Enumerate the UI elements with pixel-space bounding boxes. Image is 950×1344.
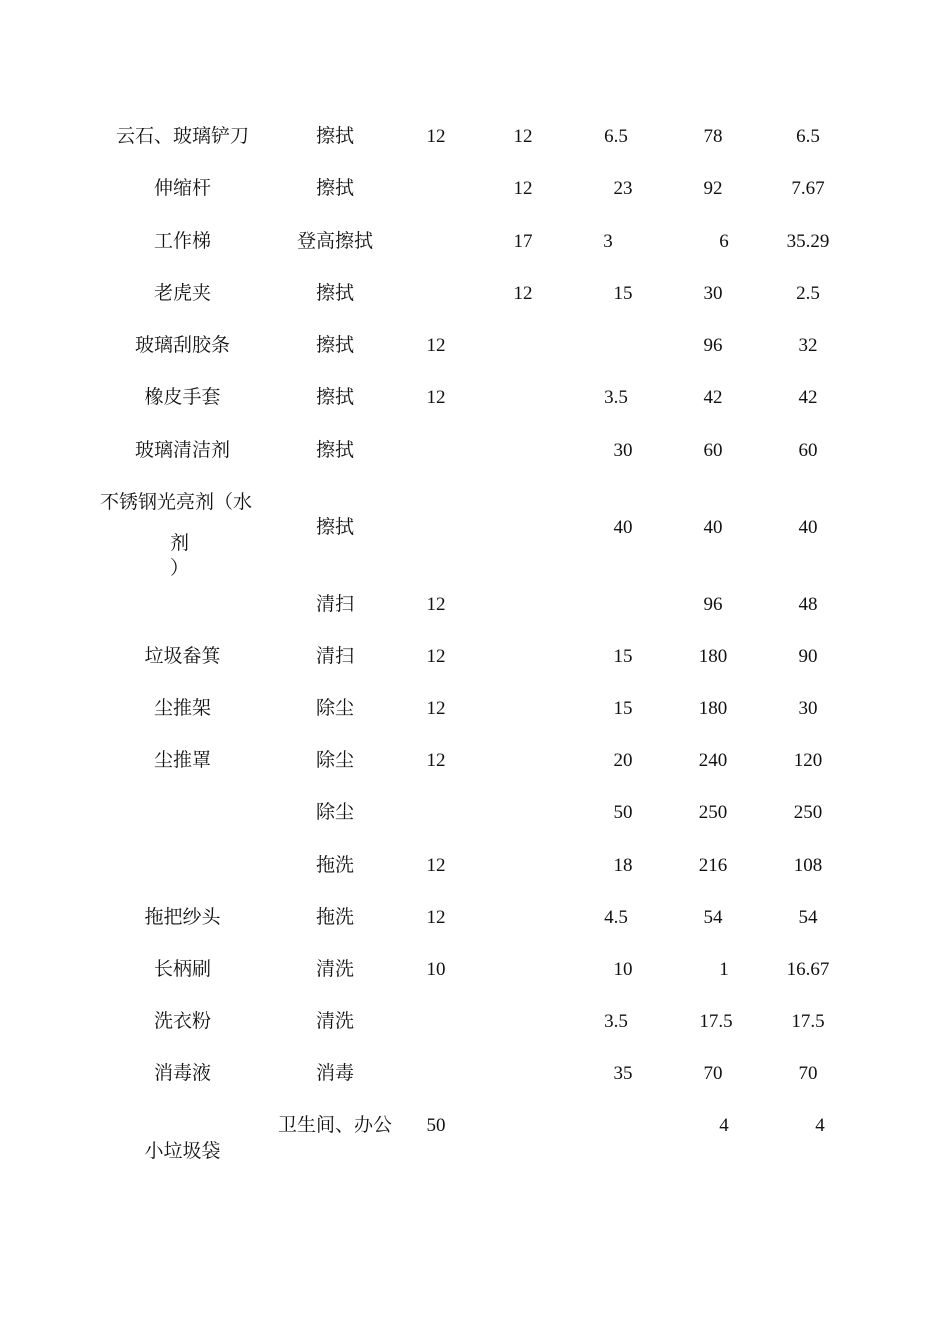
col-4-value: 15	[613, 646, 633, 667]
table-row	[0, 647, 950, 699]
col-3-value: 12	[513, 126, 533, 147]
col-6-value: 35.29	[786, 231, 830, 252]
col-2-value: 12	[426, 387, 446, 408]
item-use: 除尘	[315, 698, 354, 719]
col-6-value: 90	[798, 646, 818, 667]
col-2-value: 12	[426, 335, 446, 356]
col-2-value: 12	[426, 855, 446, 876]
col-4-value: 15	[613, 283, 633, 304]
item-name: 云石、玻璃铲刀	[115, 126, 249, 147]
item-name: 尘推罩	[153, 750, 211, 771]
item-name-line: 剂	[170, 533, 190, 554]
col-3-value: 12	[513, 178, 533, 199]
item-name: 小垃圾袋	[144, 1141, 221, 1162]
table-row	[0, 388, 950, 440]
table-row	[0, 127, 950, 179]
item-name-line: 不锈钢光亮剂（水	[100, 492, 253, 513]
table-row	[0, 595, 950, 647]
col-5-value: 54	[703, 907, 723, 928]
table-row	[0, 856, 950, 908]
item-use: 消毒	[315, 1063, 354, 1084]
item-name: 尘推架	[153, 698, 211, 719]
item-use: 清洗	[315, 1011, 354, 1032]
table-row	[0, 441, 950, 493]
col-6-value: 17.5	[791, 1011, 825, 1032]
item-use: 擦拭	[315, 387, 354, 408]
item-name: 工作梯	[153, 231, 211, 252]
col-2-value: 10	[426, 959, 446, 980]
col-6-value: 108	[793, 855, 823, 876]
col-6-value: 7.67	[791, 178, 825, 199]
item-name: 洗衣粉	[153, 1011, 211, 1032]
col-5-value: 70	[703, 1063, 723, 1084]
item-name: 玻璃清洁剂	[134, 440, 230, 461]
col-4-value: 3.5	[604, 1011, 628, 1032]
col-4-value: 3	[603, 231, 613, 252]
col-5-value: 6	[719, 231, 729, 252]
table-row	[0, 908, 950, 960]
col-5-value: 60	[703, 440, 723, 461]
col-4-value: 20	[613, 750, 633, 771]
col-4-value: 15	[613, 698, 633, 719]
col-6-value: 6.5	[796, 126, 820, 147]
col-5-value: 92	[703, 178, 723, 199]
item-name: 长柄刷	[153, 959, 211, 980]
col-5-value: 180	[698, 698, 728, 719]
col-4-value: 40	[613, 517, 633, 538]
item-use: 擦拭	[315, 440, 354, 461]
col-5-value: 42	[703, 387, 723, 408]
table-row	[0, 960, 950, 1012]
col-6-value: 48	[798, 594, 818, 615]
col-6-value: 16.67	[786, 959, 830, 980]
col-2-value: 12	[426, 646, 446, 667]
col-4-value: 10	[613, 959, 633, 980]
col-4-value: 3.5	[604, 387, 628, 408]
col-5-value: 96	[703, 594, 723, 615]
col-6-value: 40	[798, 517, 818, 538]
col-5-value: 250	[698, 802, 728, 823]
col-6-value: 42	[798, 387, 818, 408]
col-5-value: 40	[703, 517, 723, 538]
col-5-value: 4	[719, 1115, 729, 1136]
col-6-value: 30	[798, 698, 818, 719]
item-use: 清洗	[315, 959, 354, 980]
col-4-value: 23	[613, 178, 633, 199]
col-5-value: 216	[698, 855, 728, 876]
col-5-value: 78	[703, 126, 723, 147]
col-5-value: 96	[703, 335, 723, 356]
item-name	[100, 492, 268, 579]
col-2-value: 12	[426, 750, 446, 771]
col-3-value: 17	[513, 231, 533, 252]
col-4-value: 6.5	[604, 126, 628, 147]
item-name-line: ）	[170, 558, 190, 579]
col-6-value: 4	[815, 1115, 825, 1136]
item-name: 玻璃刮胶条	[134, 335, 230, 356]
item-name: 消毒液	[153, 1063, 211, 1084]
col-4-value: 4.5	[604, 907, 628, 928]
table-row	[0, 1116, 950, 1176]
col-5-value: 1	[719, 959, 729, 980]
col-6-value: 120	[793, 750, 823, 771]
item-name: 拖把纱头	[144, 907, 221, 928]
item-use: 拖洗	[315, 907, 354, 928]
col-4-value: 50	[613, 802, 633, 823]
col-2-value: 12	[426, 126, 446, 147]
col-5-value: 240	[698, 750, 728, 771]
col-2-value: 12	[426, 698, 446, 719]
table-row	[0, 336, 950, 388]
col-4-value: 18	[613, 855, 633, 876]
item-use: 擦拭	[315, 126, 354, 147]
item-use: 清扫	[315, 646, 354, 667]
col-2-value: 50	[426, 1115, 446, 1136]
col-2-value: 12	[426, 907, 446, 928]
col-6-value: 2.5	[796, 283, 820, 304]
item-use: 擦拭	[315, 178, 354, 199]
col-4-value: 35	[613, 1063, 633, 1084]
item-use: 拖洗	[315, 855, 354, 876]
table-row	[0, 232, 950, 284]
col-6-value: 32	[798, 335, 818, 356]
table-row	[0, 751, 950, 803]
item-name: 橡皮手套	[144, 387, 221, 408]
col-5-value: 30	[703, 283, 723, 304]
item-use: 除尘	[315, 802, 354, 823]
table-row	[0, 493, 950, 588]
col-4-value: 30	[613, 440, 633, 461]
item-name: 老虎夹	[153, 283, 211, 304]
item-use: 擦拭	[315, 335, 354, 356]
col-2-value: 12	[426, 594, 446, 615]
item-use: 登高擦拭	[296, 231, 373, 252]
table-row	[0, 1012, 950, 1064]
table-row	[0, 699, 950, 751]
item-use: 卫生间、办公	[277, 1115, 392, 1136]
col-5-value: 180	[698, 646, 728, 667]
col-6-value: 54	[798, 907, 818, 928]
item-name: 伸缩杆	[153, 178, 211, 199]
col-6-value: 70	[798, 1063, 818, 1084]
table-row	[0, 284, 950, 336]
item-name: 垃圾畚箕	[144, 646, 221, 667]
table-row	[0, 803, 950, 855]
table-row	[0, 179, 950, 231]
col-6-value: 60	[798, 440, 818, 461]
item-use: 擦拭	[315, 517, 354, 538]
item-use: 清扫	[315, 594, 354, 615]
item-use: 擦拭	[315, 283, 354, 304]
col-5-value: 17.5	[699, 1011, 733, 1032]
table-row	[0, 1064, 950, 1116]
item-use: 除尘	[315, 750, 354, 771]
col-3-value: 12	[513, 283, 533, 304]
col-6-value: 250	[793, 802, 823, 823]
